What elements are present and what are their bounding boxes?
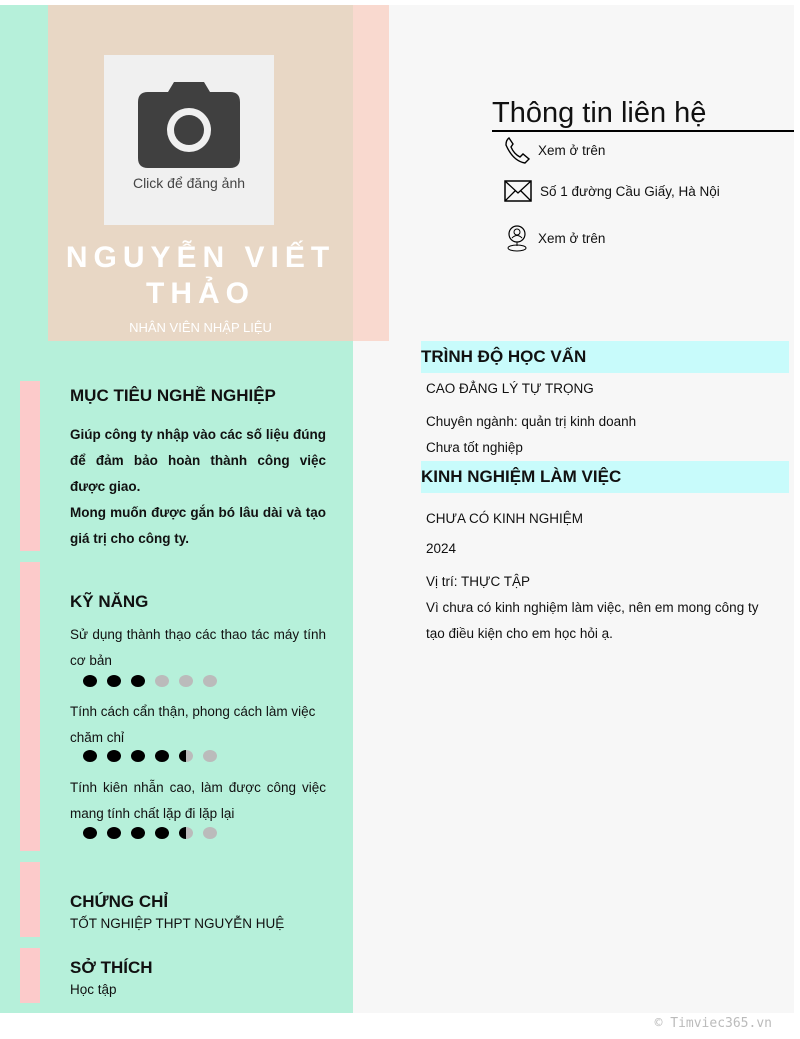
- section-stripe: [20, 381, 40, 551]
- contact-location: [504, 224, 605, 252]
- contact-phone-text: Xem ở trên: [538, 142, 606, 158]
- section-stripe: [20, 948, 40, 1003]
- rating-dot: [131, 750, 145, 762]
- rating-dot: [203, 750, 217, 762]
- experience-company: CHƯA CÓ KINH NGHIỆM: [426, 511, 584, 526]
- rating-dot: [179, 750, 193, 762]
- section-stripe: [20, 562, 40, 851]
- certificates-title: CHỨNG CHỈ: [70, 892, 169, 911]
- objective-text-1: Giúp công ty nhập vào các số liệu đúng để đảm bảo hoàn thành công việc được giao.: [70, 427, 326, 494]
- skill-name: Sử dụng thành thạo các thao tác máy tính cơ bản: [70, 627, 326, 668]
- skill-rating: [83, 750, 217, 762]
- rating-dot: [107, 675, 121, 687]
- skill-rating: [83, 827, 217, 839]
- experience-description: Vì chưa có kinh nghiệm làm việc, nên em mong công ty tạo điều kiện cho em học hỏi ạ.: [426, 600, 759, 641]
- rating-dot: [107, 827, 121, 839]
- education-status: Chưa tốt nghiệp: [426, 440, 523, 455]
- rating-dot: [155, 827, 169, 839]
- section-stripe: [20, 862, 40, 937]
- rating-dot: [83, 675, 97, 687]
- rating-dot: [155, 750, 169, 762]
- camera-icon: [138, 80, 240, 168]
- experience-year: 2024: [426, 541, 457, 556]
- rating-dot: [203, 675, 217, 687]
- hobbies-title: SỞ THÍCH: [70, 958, 153, 977]
- objective-text-2: Mong muốn được gắn bó lâu dài và tạo giá trị cho công ty.: [70, 505, 326, 546]
- contact-address: [504, 180, 720, 202]
- education-major: Chuyên ngành: quản trị kinh doanh: [426, 414, 637, 429]
- education-title: TRÌNH ĐỘ HỌC VẤN: [421, 341, 789, 373]
- objective-title: MỤC TIÊU NGHỀ NGHIỆP: [70, 386, 276, 405]
- mail-icon: [504, 180, 532, 202]
- experience-title: KINH NGHIỆM LÀM VIỆC: [421, 461, 789, 493]
- contact-location-text: Xem ở trên: [538, 230, 606, 246]
- rating-dot: [203, 827, 217, 839]
- watermark: © Timviec365.vn: [654, 1016, 772, 1031]
- education-school: CAO ĐẲNG LÝ TỰ TRỌNG: [426, 381, 594, 396]
- skills-title: KỸ NĂNG: [70, 592, 149, 611]
- rating-dot: [155, 675, 169, 687]
- location-icon: [504, 224, 530, 252]
- experience-position: Vị trí: THỰC TẬP: [426, 574, 531, 589]
- skill-name: Tính cách cẩn thận, phong cách làm việc chăm chỉ: [70, 704, 316, 745]
- hobbies-text: Học tập: [70, 982, 117, 997]
- rating-dot: [107, 750, 121, 762]
- rating-dot: [131, 827, 145, 839]
- candidate-name: NGUYỄN VIẾT THẢO: [65, 241, 336, 310]
- contact-title: Thông tin liên hệ: [492, 96, 794, 132]
- rating-dot: [83, 750, 97, 762]
- phone-icon: [504, 136, 530, 164]
- contact-address-text: Số 1 đường Cầu Giấy, Hà Nội: [540, 183, 720, 199]
- skill-rating: [83, 675, 217, 687]
- contact-phone: [504, 136, 605, 164]
- candidate-role: NHÂN VIÊN NHẬP LIỆU: [129, 320, 272, 335]
- skill-name: Tính kiên nhẫn cao, làm được công việc mang tính chất lặp đi lặp lại: [70, 780, 326, 821]
- certificates-text: TỐT NGHIỆP THPT NGUYỄN HUỆ: [70, 916, 285, 931]
- photo-label: Click để đăng ảnh: [132, 175, 246, 191]
- photo-upload[interactable]: [104, 55, 274, 225]
- rating-dot: [179, 675, 193, 687]
- rating-dot: [131, 675, 145, 687]
- rating-dot: [179, 827, 193, 839]
- header-accent: [353, 5, 389, 341]
- rating-dot: [83, 827, 97, 839]
